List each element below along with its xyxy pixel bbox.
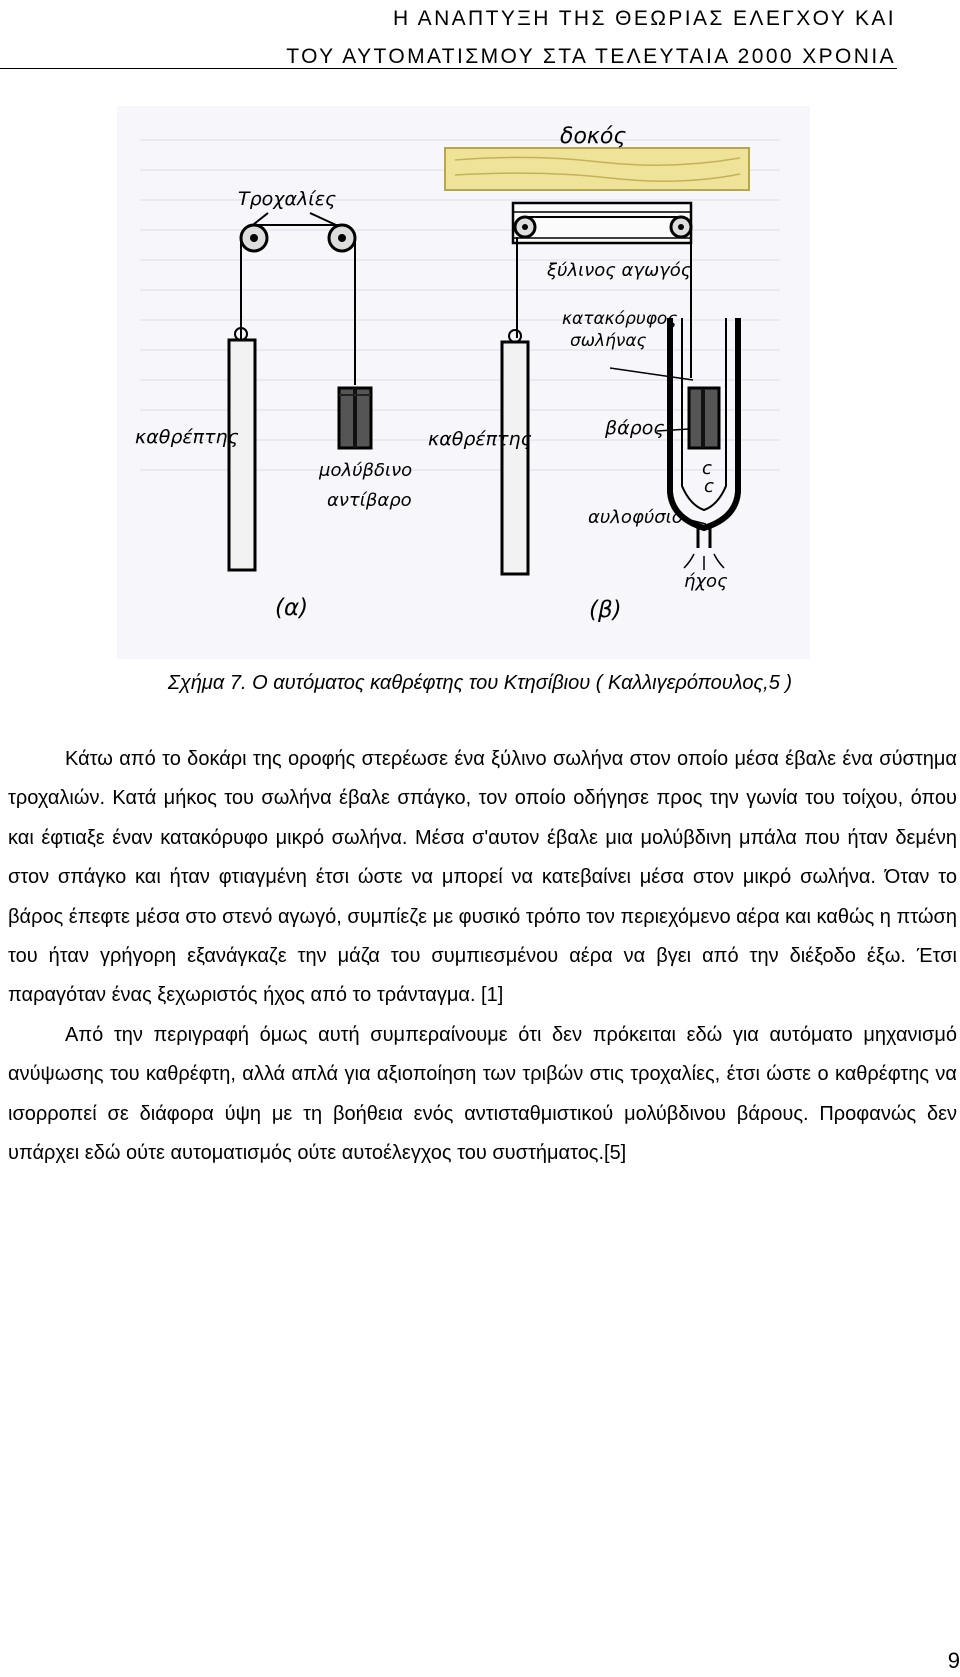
body-text [8, 740, 957, 1173]
paragraph: Από την περιγραφή όμως αυτή συμπεραίνουμε ότι δεν πρόκειται εδώ για αυτόματο μηχανισμό ανύψωσης του καθρέφτη, αλλά απλά για αξιοποίηση των τριβών στις τροχαλίες, έτσι ώστε ο καθρέφτης να ισορροπεί σε διάφορα ύψη με τη βοήθεια ενός αντισταθμιστικού μολύβδινου βάρους. Προφανώς δεν υπάρχει εδώ ούτε αυτοματισμός ούτε αυτοέλεγχος του συστήματος.[5] [8, 1023, 957, 1165]
page-number: 9 [947, 1648, 960, 1673]
mirror-a [229, 340, 255, 570]
pulley-icon [671, 217, 691, 237]
pulley-icon [515, 217, 535, 237]
pulley-icon [329, 225, 355, 251]
wooden-pipe [513, 203, 691, 243]
ktesibios-mirror-figure [117, 106, 810, 659]
header-line-1: Η ΑΝΑΠΤΥΞΗ ΤΗΣ ΘΕΩΡΙΑΣ ΕΛΕΓΧΟΥ ΚΑΙ [393, 7, 896, 30]
label-sound: ήχος [684, 571, 728, 592]
label-mirror-a: καθρέπτης [135, 426, 239, 448]
running-header [286, 0, 896, 76]
label-beam: δοκός [560, 124, 627, 149]
label-part-b: (β) [589, 597, 622, 623]
beam [445, 148, 749, 190]
label-air-nozzle: αυλοφύσιο [588, 507, 683, 528]
header-line-2: ΤΟΥ ΑΥΤΟΜΑΤΙΣΜΟΥ ΣΤΑ ΤΕΛΕΥΤΑΙΑ 2000 ΧΡΟΝΙΑ [286, 45, 896, 68]
label-vertical-pipe-1: κατακόρυφος [562, 309, 678, 329]
label-counterweight-2: αντίβαρο [327, 490, 412, 511]
paragraph: Κάτω από το δοκάρι της οροφής στερέωσε ένα ξύλινο σωλήνα στον οποίο μέσα έβαλε ένα σύστημα τροχαλιών. Κατά μήκος του σωλήνα έβαλε σπάγκο, τον οποίο οδήγησε προς την γωνία του τοίχου, όπου και έφτιαξε έναν κατακόρυφο μικρό σωλήνα. Μέσα σ'αυτον έβαλε μια μολύβδινη μπάλα που ήταν δεμένη στον σπάγκο και ήταν φτιαγμένη έτσι ώστε να μπορεί να κατεβαίνει μέσα στον μικρό σωλήνα. Όταν το βάρος έπεφτε μέσα στο στενό αγωγό, συμπίεζε με φυσικό τρόπο τον περιεχόμενο αέρα και καθώς η πτώση του ήταν γρήγορη εξανάγκαζε την μάζα του συμπιεσμένου αέρα να βγει από την διέξοδο έξω. Έτσι παραγόταν ένας ξεχωριστός ήχος από το τράνταγμα. [1] [8, 748, 957, 1007]
pulley-icon [241, 225, 267, 251]
label-vertical-pipe-2: σωλήνας [570, 331, 647, 351]
label-counterweight-1: μολύβδινο [319, 460, 413, 481]
label-mirror-b: καθρέπτης [428, 428, 532, 450]
svg-text:c: c [702, 458, 712, 479]
label-part-a: (α) [275, 595, 309, 621]
label-pulleys: Τροχαλίες [238, 188, 337, 210]
label-wooden-pipe: ξύλινος αγωγός [547, 260, 692, 281]
svg-text:c: c [704, 476, 714, 497]
header-rule [0, 68, 897, 69]
label-weight: βάρος [605, 417, 665, 439]
mirror-b [502, 342, 528, 574]
figure-caption: Σχήμα 7. Ο αυτόματος καθρέφτης του Κτησίβιου ( Καλλιγερόπουλος,5 ) [167, 672, 793, 694]
